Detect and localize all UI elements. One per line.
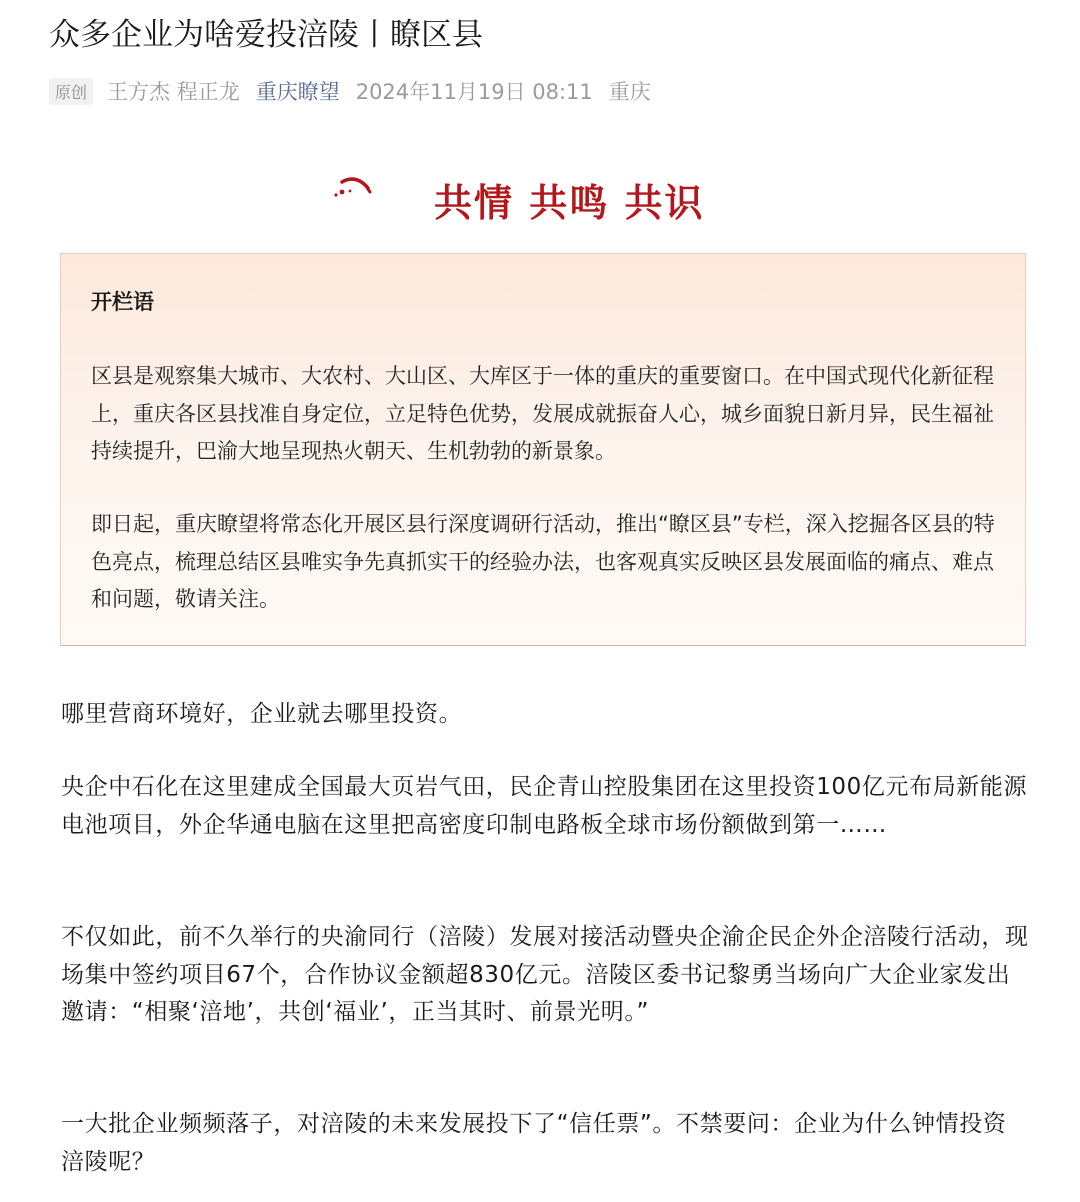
- article-meta: [49, 74, 651, 108]
- column-intro-box: [60, 253, 1026, 646]
- body-paragraph: 哪里营商环境好，企业就去哪里投资。: [61, 701, 463, 727]
- body-paragraph: 不仅如此，前不久举行的央渝同行（涪陵）发展对接活动暨央企渝企民企外企涪陵行活动，现场集中签约项目67个，合作协议金额超830亿元。涪陵区委书记黎勇当场向广大企业家发出邀请：“相聚‘涪地’，共创‘福业’，正当其时、前景光明。”: [61, 924, 1029, 1025]
- account-name-link[interactable]: 重庆瞭望: [255, 80, 340, 104]
- body-paragraph: 央企中石化在这里建成全国最大页岩气田，民企青山控股集团在这里投资100亿元布局新能源电池项目，外企华通电脑在这里把高密度印制电路板全球市场份额做到第一……: [61, 774, 1028, 838]
- publish-location: 重庆: [608, 80, 651, 104]
- author-names: 王方杰 程正龙: [107, 80, 240, 104]
- intro-paragraph: 即日起，重庆瞭望将常态化开展区县行深度调研行活动，推出“瞭区县”专栏，深入挖掘各区县的特色亮点，梳理总结区县唯实争先真抓实干的经验办法，也客观真实反映区县发展面临的痛点、难点和问题，敬请关注。: [91, 512, 995, 611]
- article-title: 众多企业为啥爱投涪陵丨瞭区县: [49, 17, 483, 53]
- column-banner: [330, 168, 760, 228]
- publish-date: 2024年11月19日 08:11: [355, 80, 593, 104]
- banner-slogan: 共情 共鸣 共识: [434, 180, 705, 225]
- intro-paragraph: 区县是观察集大城市、大农村、大山区、大库区于一体的重庆的重要窗口。在中国式现代化新征程上，重庆各区县找准自身定位，立足特色优势，发展成就振奋人心，城乡面貌日新月异，民生福祉持续提升，巴渝大地呈现热火朝天、生机勃勃的新景象。: [91, 364, 994, 463]
- body-paragraph: 一大批企业频频落子，对涪陵的未来发展投下了“信任票”。不禁要问：企业为什么钟情投资涪陵呢？: [61, 1111, 1007, 1175]
- intro-heading: 开栏语: [91, 290, 154, 314]
- original-badge: 原创: [49, 78, 93, 105]
- brush-swirl-icon: [330, 172, 378, 208]
